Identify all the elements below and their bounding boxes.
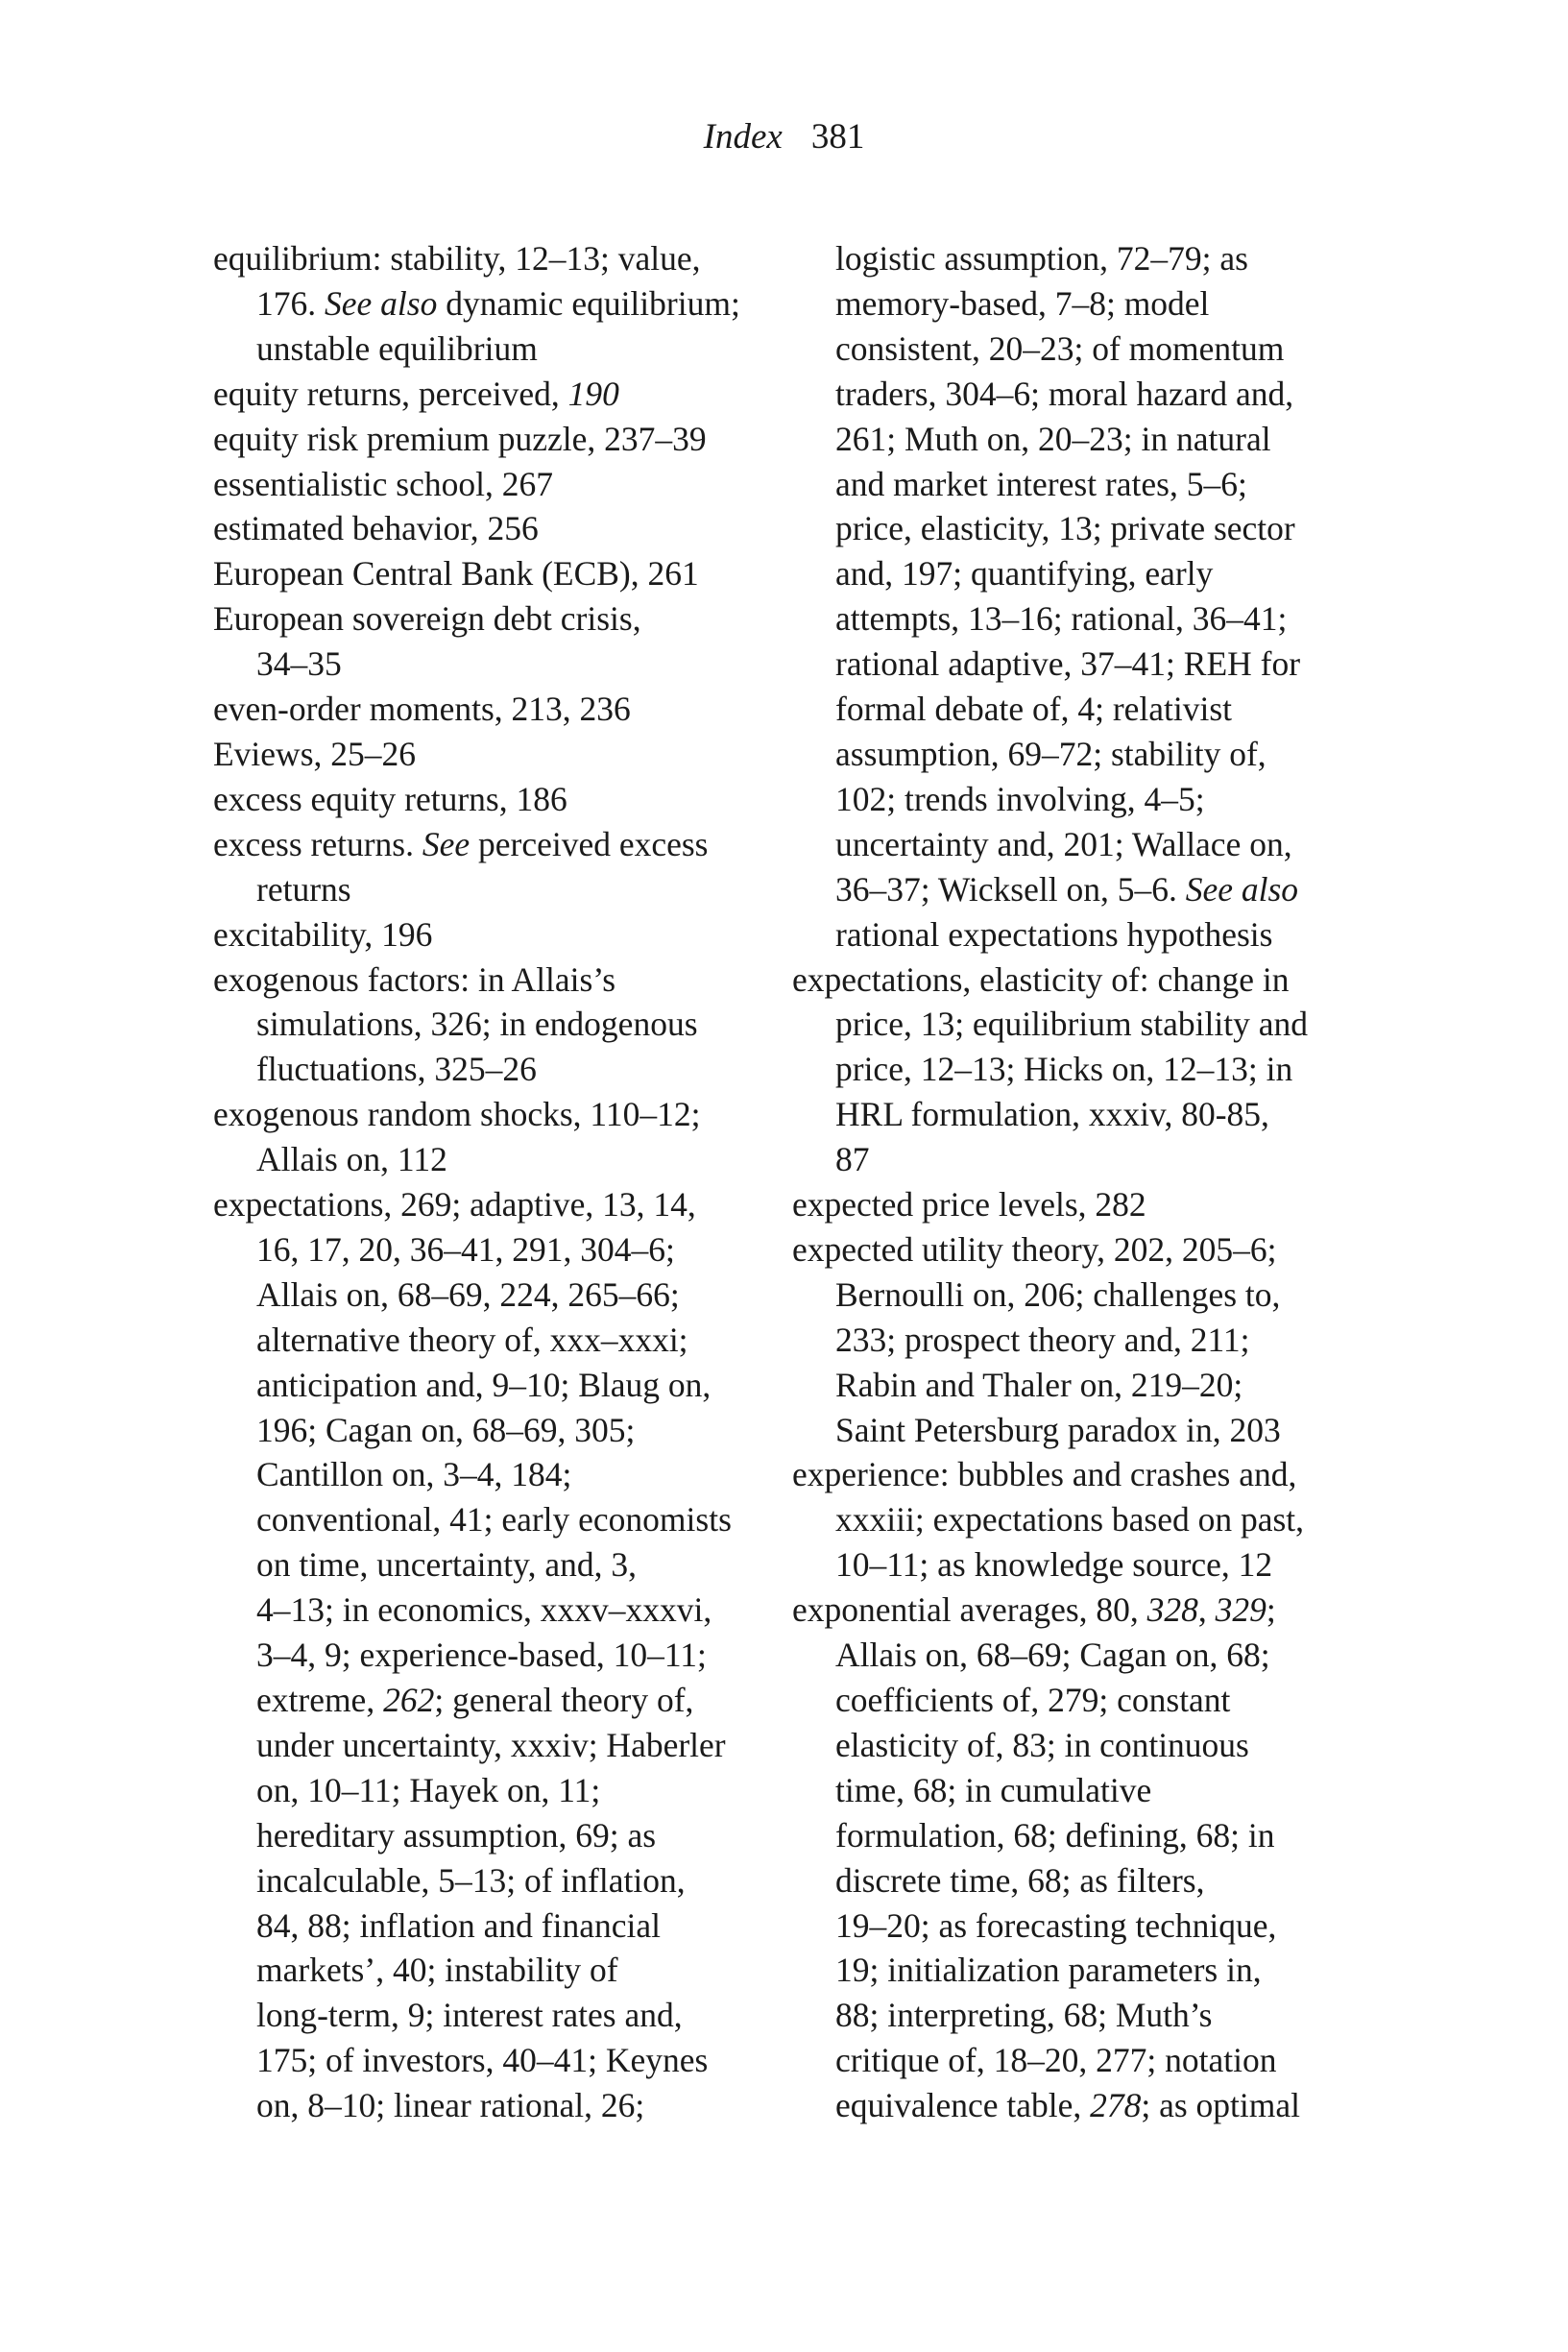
index-line: 196; Cagan on, 68–69, 305; <box>256 1410 636 1449</box>
index-entry <box>213 912 770 958</box>
index-line: formal debate of, 4; relativist <box>835 690 1233 729</box>
index-line: Bernoulli on, 206; challenges to, <box>835 1274 1281 1314</box>
index-entry <box>213 506 770 551</box>
index-line: excess equity returns, 186 <box>213 779 567 818</box>
index-entry <box>213 732 770 777</box>
index-line: and, 197; quantifying, early <box>835 554 1214 594</box>
index-line: assumption, 69–72; stability of, <box>835 734 1266 773</box>
header-title: Index <box>703 117 783 157</box>
index-line: 19–20; as forecasting technique, <box>835 1905 1277 1945</box>
index-line: incalculable, 5–13; of inflation, <box>256 1860 686 1900</box>
index-column-left <box>213 236 770 2128</box>
index-line: even-order moments, 213, 236 <box>213 690 631 729</box>
index-entry <box>792 958 1349 1183</box>
index-line: 34–35 <box>256 644 342 684</box>
index-line: long-term, 9; interest rates and, <box>256 1996 683 2035</box>
index-line: alternative theory of, xxx–xxxi; <box>256 1320 688 1359</box>
index-line: xxxiii; expectations based on past, <box>835 1500 1305 1540</box>
index-line: excitability, 196 <box>213 914 433 954</box>
index-entry <box>213 1092 770 1182</box>
index-entry <box>213 372 770 417</box>
index-line: equilibrium: stability, 12–13; value, <box>213 239 701 278</box>
index-entry <box>792 1588 1349 2128</box>
index-line: extreme, 262; general theory of, <box>256 1681 694 1719</box>
index-line: Rabin and Thaler on, 219–20; <box>835 1365 1243 1404</box>
index-line: 36–37; Wicksell on, 5–6. See also <box>835 869 1299 909</box>
index-line: uncertainty and, 201; Wallace on, <box>835 824 1292 863</box>
index-line: HRL formulation, xxxiv, 80-85, <box>835 1095 1269 1134</box>
index-line: formulation, 68; defining, 68; in <box>835 1815 1275 1855</box>
index-line: equity returns, perceived, 190 <box>213 374 619 413</box>
index-line: 176. See also dynamic equilibrium; <box>256 283 740 323</box>
index-line: European sovereign debt crisis, <box>213 599 641 639</box>
index-line: Allais on, 68–69, 224, 265–66; <box>256 1274 680 1314</box>
index-line: excess returns. See perceived excess <box>213 824 709 863</box>
index-line: essentialistic school, 267 <box>213 464 553 503</box>
index-line: estimated behavior, 256 <box>213 509 539 548</box>
index-line: traders, 304–6; moral hazard and, <box>835 374 1294 413</box>
index-line: European Central Bank (ECB), 261 <box>213 554 699 594</box>
index-line: hereditary assumption, 69; as <box>256 1815 657 1855</box>
index-line: 4–13; in economics, xxxv–xxxvi, <box>256 1590 712 1630</box>
index-line: memory-based, 7–8; model <box>835 283 1210 323</box>
index-line: 102; trends involving, 4–5; <box>835 779 1205 818</box>
index-line: 233; prospect theory and, 211; <box>835 1320 1250 1359</box>
index-line: time, 68; in cumulative <box>835 1770 1152 1809</box>
index-line: expectations, elasticity of: change in <box>792 959 1290 999</box>
index-entry <box>792 1452 1349 1588</box>
index-line: 88; interpreting, 68; Muth’s <box>835 1996 1213 2035</box>
page-number: 381 <box>810 117 865 157</box>
index-line: consistent, 20–23; of momentum <box>835 328 1285 368</box>
index-line: discrete time, 68; as filters, <box>835 1860 1205 1900</box>
index-line: and market interest rates, 5–6; <box>835 464 1247 503</box>
index-line: on, 8–10; linear rational, 26; <box>256 2086 645 2125</box>
index-line: equity risk premium puzzle, 237–39 <box>213 419 707 458</box>
index-line: Cantillon on, 3–4, 184; <box>256 1455 572 1494</box>
index-entry <box>213 958 770 1093</box>
index-line: fluctuations, 325–26 <box>256 1050 537 1089</box>
index-line: 10–11; as knowledge source, 12 <box>835 1545 1273 1585</box>
index-entry <box>792 1182 1349 1227</box>
index-column-right <box>792 236 1349 2128</box>
index-entry <box>792 1227 1349 1453</box>
index-line: expectations, 269; adaptive, 13, 14, <box>213 1185 696 1224</box>
index-line: attempts, 13–16; rational, 36–41; <box>835 599 1288 639</box>
index-line: experience: bubbles and crashes and, <box>792 1455 1297 1494</box>
index-line: logistic assumption, 72–79; as <box>835 239 1248 278</box>
index-line: Allais on, 112 <box>256 1140 447 1179</box>
index-entry <box>213 687 770 732</box>
index-line: 175; of investors, 40–41; Keynes <box>256 2041 709 2080</box>
index-line: on, 10–11; Hayek on, 11; <box>256 1770 601 1809</box>
index-line: under uncertainty, xxxiv; Haberler <box>256 1725 726 1764</box>
index-entry <box>213 1182 770 2128</box>
index-entry <box>213 551 770 596</box>
index-line: exponential averages, 80, 328, 329; <box>792 1590 1276 1630</box>
index-line: 19; initialization parameters in, <box>835 1951 1262 1990</box>
index-line: price, 12–13; Hicks on, 12–13; in <box>835 1050 1293 1089</box>
index-line: markets’, 40; instability of <box>256 1951 618 1990</box>
index-line: rational expectations hypothesis <box>835 914 1273 954</box>
index-line: on time, uncertainty, and, 3, <box>256 1545 637 1585</box>
running-header <box>0 113 1568 161</box>
index-line: 84, 88; inflation and financial <box>256 1905 661 1945</box>
index-line: equivalence table, 278; as optimal <box>835 2086 1301 2125</box>
index-entry <box>213 417 770 462</box>
index-line: expected utility theory, 202, 205–6; <box>792 1229 1277 1269</box>
index-line: simulations, 326; in endogenous <box>256 1005 698 1044</box>
index-line: 16, 17, 20, 36–41, 291, 304–6; <box>256 1229 675 1269</box>
index-line: returns <box>256 869 351 909</box>
index-entry <box>792 236 1349 958</box>
index-line: 261; Muth on, 20–23; in natural <box>835 419 1271 458</box>
index-line: 3–4, 9; experience-based, 10–11; <box>256 1636 707 1675</box>
index-line: Allais on, 68–69; Cagan on, 68; <box>835 1636 1270 1675</box>
index-line: expected price levels, 282 <box>792 1185 1146 1224</box>
index-entry <box>213 462 770 507</box>
index-entry <box>213 596 770 687</box>
index-entry <box>213 822 770 912</box>
index-line: exogenous random shocks, 110–12; <box>213 1095 701 1134</box>
index-line: Eviews, 25–26 <box>213 734 417 773</box>
index-line: 87 <box>835 1140 870 1179</box>
index-line: rational adaptive, 37–41; REH for <box>835 644 1301 684</box>
index-line: exogenous factors: in Allais’s <box>213 959 616 999</box>
index-line: price, elasticity, 13; private sector <box>835 509 1295 548</box>
index-line: coefficients of, 279; constant <box>835 1681 1231 1719</box>
index-line: elasticity of, 83; in continuous <box>835 1725 1249 1764</box>
index-line: conventional, 41; early economists <box>256 1500 732 1540</box>
index-line: anticipation and, 9–10; Blaug on, <box>256 1365 712 1404</box>
index-entry <box>213 236 770 372</box>
index-line: critique of, 18–20, 277; notation <box>835 2041 1277 2080</box>
index-line: unstable equilibrium <box>256 328 538 368</box>
index-entry <box>213 777 770 822</box>
index-line: price, 13; equilibrium stability and <box>835 1005 1308 1044</box>
index-line: Saint Petersburg paradox in, 203 <box>835 1410 1281 1449</box>
